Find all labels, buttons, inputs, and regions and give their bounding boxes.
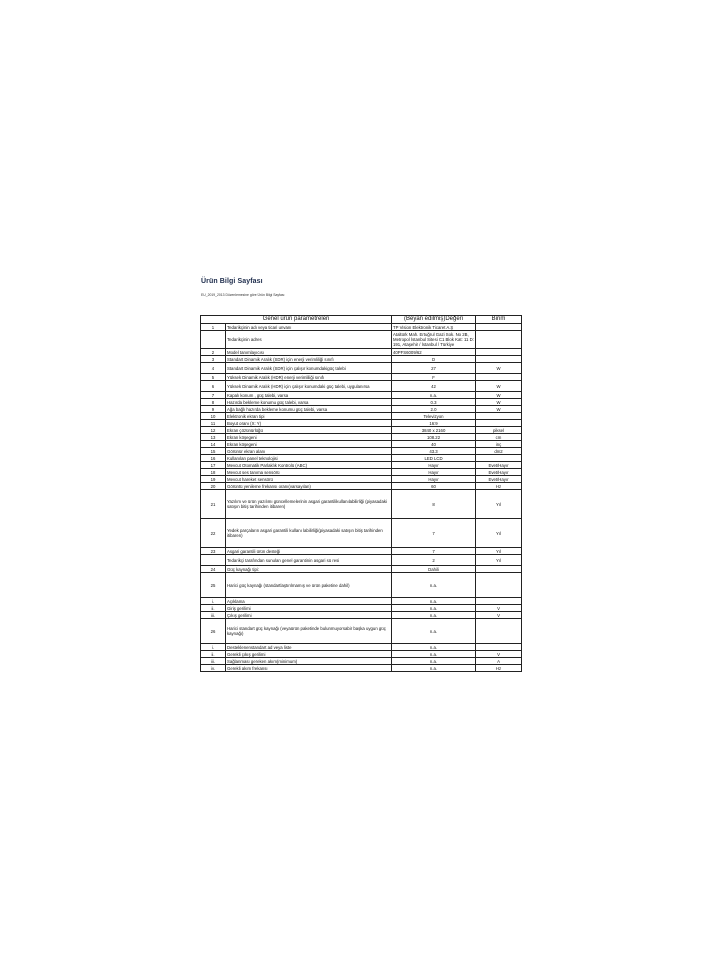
row-number: ii. (201, 651, 226, 658)
row-unit (476, 356, 522, 363)
row-unit: Hz (476, 483, 522, 490)
row-value: n.a. (392, 573, 476, 598)
row-parameter: Tedarikçinin adres (226, 331, 392, 349)
table-row (201, 555, 522, 566)
row-parameter: Desteklenenstandart ad veya liste (226, 644, 392, 651)
row-parameter: Ekran köşegeni (226, 434, 392, 441)
row-parameter: Asgari garantili ürün desteği (226, 548, 392, 555)
table-row (201, 427, 522, 434)
row-value: 7 (392, 548, 476, 555)
row-parameter: Standart Dinamik Aralık (SDR) için çalışır konumdakigüç talebi (226, 363, 392, 374)
table-header-row (201, 316, 522, 324)
row-value: 2.0 (392, 406, 476, 413)
row-number: 16 (201, 455, 226, 462)
row-parameter: Harici standart güç kaynağı (veyaürün paketinde bulunmuyorsabir başka uygun güç kaynağı) (226, 619, 392, 644)
row-value: n.a. (392, 392, 476, 399)
row-unit (476, 413, 522, 420)
table-row (201, 651, 522, 658)
row-parameter: Standart Dinamik Aralık (SDR) için enerji verimliliği sınıfı (226, 356, 392, 363)
table-row (201, 573, 522, 598)
table-row (201, 644, 522, 651)
row-number: i. (201, 598, 226, 605)
row-unit: Evet/Hayır (476, 476, 522, 483)
row-parameter: Hazırda bekleme konumu güç talebi, varsa (226, 399, 392, 406)
table-row (201, 455, 522, 462)
product-info-table (200, 315, 522, 672)
row-unit (476, 598, 522, 605)
table-row (201, 612, 522, 619)
row-parameter: Kullanılan panel teknolojisi (226, 455, 392, 462)
row-parameter: Yüksek Dinamik Aralık (HDR) için çalışır konumdaki güç talebi, uygulanırsa (226, 381, 392, 392)
row-unit: V (476, 651, 522, 658)
row-value: n.a. (392, 644, 476, 651)
row-number: 5 (201, 374, 226, 381)
row-unit: piksel (476, 427, 522, 434)
row-number: 21 (201, 490, 226, 519)
row-number: 23 (201, 548, 226, 555)
row-value: Hayır (392, 476, 476, 483)
row-parameter: Ekran çözünürlüğü (226, 427, 392, 434)
table-row (201, 619, 522, 644)
row-unit: W (476, 381, 522, 392)
row-value: 0.3 (392, 399, 476, 406)
row-number (201, 555, 226, 566)
row-number: iii. (201, 658, 226, 665)
row-parameter: Tedarikçinin adı veya ticari unvanı (226, 324, 392, 331)
table-row (201, 381, 522, 392)
header-value: (Beyan edilmiş)Değeri (392, 316, 476, 324)
row-value: TP Vision Elektronik Ticaret A.Ş (392, 324, 476, 331)
row-unit (476, 619, 522, 644)
row-value: 108.22 (392, 434, 476, 441)
row-number: 17 (201, 462, 226, 469)
row-number (201, 331, 226, 349)
row-parameter: Kapalı konum , güç talebi, varsa (226, 392, 392, 399)
row-unit (476, 324, 522, 331)
row-number: i. (201, 644, 226, 651)
row-value: Hayır (392, 462, 476, 469)
row-value: Hayır (392, 469, 476, 476)
row-number: 7 (201, 392, 226, 399)
table-row (201, 363, 522, 374)
row-value: 7 (392, 519, 476, 548)
row-parameter: Boyut oranı (X: Y) (226, 420, 392, 427)
row-unit: V (476, 612, 522, 619)
row-unit: Yıl (476, 490, 522, 519)
table-row (201, 392, 522, 399)
row-unit: W (476, 399, 522, 406)
table-row (201, 548, 522, 555)
row-unit (476, 566, 522, 573)
row-number: 12 (201, 427, 226, 434)
row-number: 3 (201, 356, 226, 363)
row-unit: Yıl (476, 519, 522, 548)
row-value: 2 (392, 555, 476, 566)
row-value: 40 (392, 441, 476, 448)
row-unit: cm (476, 434, 522, 441)
row-number: 20 (201, 483, 226, 490)
row-number: 26 (201, 619, 226, 644)
row-parameter: Yedek parçaların asgari garantili kullanı labilirliği(piyasadaki satışın bitiş tarihinden itibaren) (226, 519, 392, 548)
row-number: 9 (201, 406, 226, 413)
row-parameter: Görüntü yenileme frekansı oranı(varsayılan) (226, 483, 392, 490)
row-parameter: Harici güç kaynağı (standartlaştırılmamış ve ürün paketine dahil) (226, 573, 392, 598)
row-unit: dm2 (476, 448, 522, 455)
table-row (201, 490, 522, 519)
row-parameter: Yüksek Dinamik Aralık (HDR) enerji verimliliği sınıfı (226, 374, 392, 381)
row-number: 22 (201, 519, 226, 548)
row-number: iii. (201, 612, 226, 619)
row-number: ii. (201, 605, 226, 612)
row-unit (476, 455, 522, 462)
table-row (201, 598, 522, 605)
row-number: 18 (201, 469, 226, 476)
table-row (201, 349, 522, 356)
row-parameter: Yazılım ve ürün yazılımı güncellemelerinin asgari garantilikullanılabilirliği (piyasadaki satışın bitiş tarihinden itibaren) (226, 490, 392, 519)
row-unit: A (476, 658, 522, 665)
row-value: 60 (392, 483, 476, 490)
table-row (201, 324, 522, 331)
row-parameter: Çıkış gerilimi (226, 612, 392, 619)
row-unit: Hz (476, 665, 522, 672)
row-number: 11 (201, 420, 226, 427)
row-number: 15 (201, 448, 226, 455)
row-parameter: Sağlanması gereken akım(minimum) (226, 658, 392, 665)
page-subtitle: EU_2019_2013 Düzenlemesine göre Ürün Bilgi Sayfası (201, 293, 285, 297)
row-unit: W (476, 363, 522, 374)
table-row (201, 374, 522, 381)
row-unit: W (476, 392, 522, 399)
table-row (201, 658, 522, 665)
row-unit (476, 374, 522, 381)
row-number: 6 (201, 381, 226, 392)
row-parameter: Mevcut ses tanıma sensörü (226, 469, 392, 476)
table-row (201, 420, 522, 427)
row-number: iv. (201, 665, 226, 672)
row-parameter: Ekran köşegeni (226, 441, 392, 448)
table-body (201, 324, 522, 672)
row-value: n.a. (392, 619, 476, 644)
row-parameter: Açıklama (226, 598, 392, 605)
table-row (201, 413, 522, 420)
row-value: n.a. (392, 598, 476, 605)
row-parameter: Mevcut Otomatik Parlaklık Kontrolü (ABC) (226, 462, 392, 469)
row-number: 24 (201, 566, 226, 573)
table-row (201, 356, 522, 363)
row-number: 4 (201, 363, 226, 374)
row-value: Ataltürk Mah. Ertuğrul Gazi Sok. No 2B, Metropol İstanbul Sitesi C1 Blok Kat: 11 D: 191, Ataşehir / İstanbul / Türkiye (393, 332, 474, 347)
header-unit: Birim (476, 316, 522, 324)
row-value: 40PFS6009/62 (392, 349, 476, 356)
row-value: 3840 x 2160 (392, 427, 476, 434)
row-parameter: Model tanımlayıcısı (226, 349, 392, 356)
table-row (201, 406, 522, 413)
table-row (201, 331, 522, 349)
row-parameter: Giriş gerilimi (226, 605, 392, 612)
row-number: 14 (201, 441, 226, 448)
row-unit (476, 349, 522, 356)
table-row (201, 476, 522, 483)
row-unit (476, 573, 522, 598)
row-unit: V (476, 605, 522, 612)
row-parameter: Ağa bağlı hazırda bekleme konumu güç talebi, varsa (226, 406, 392, 413)
row-value: n.a. (392, 665, 476, 672)
row-unit: Evet/Hayır (476, 469, 522, 476)
row-value: LED LCD (392, 455, 476, 462)
row-value: 43.3 (392, 448, 476, 455)
table-row (201, 665, 522, 672)
table-row (201, 441, 522, 448)
row-unit: inç (476, 441, 522, 448)
table-row (201, 399, 522, 406)
row-number: 8 (201, 399, 226, 406)
row-value: n.a. (392, 658, 476, 665)
row-number: 25 (201, 573, 226, 598)
row-parameter: Tedarikçi tarafından sunulan genel garantinin asgari sü resi (226, 555, 392, 566)
row-parameter: Gerekli çıkış gerilimi (226, 651, 392, 658)
row-value: Televizyon (392, 413, 476, 420)
row-parameter: Elektronik ekran tipi (226, 413, 392, 420)
row-value: 27 (392, 363, 476, 374)
table-row (201, 519, 522, 548)
table-row (201, 566, 522, 573)
row-parameter: Güç kaynağı tipi: (226, 566, 392, 573)
page-title: Ürün Bilgi Sayfası (201, 278, 263, 285)
row-parameter: Gerekli akım frekansı (226, 665, 392, 672)
row-value: 16:9 (392, 420, 476, 427)
row-number: 19 (201, 476, 226, 483)
table-row (201, 605, 522, 612)
row-unit (476, 331, 522, 349)
row-parameter: Mevcut hareket sensörü (226, 476, 392, 483)
table-row (201, 483, 522, 490)
row-value: D (392, 356, 476, 363)
row-number: 13 (201, 434, 226, 441)
row-value: 8 (392, 490, 476, 519)
row-number: 2 (201, 349, 226, 356)
row-number: 10 (201, 413, 226, 420)
row-value: n.a. (392, 605, 476, 612)
row-value: n.a. (392, 612, 476, 619)
row-unit (476, 420, 522, 427)
row-unit (476, 644, 522, 651)
table-row (201, 434, 522, 441)
row-value: n.a. (392, 651, 476, 658)
row-unit: Evet/Hayır (476, 462, 522, 469)
row-value: Dahili (392, 566, 476, 573)
row-unit: Yıl (476, 548, 522, 555)
header-parameters: Genel ürün parametreleri (201, 316, 392, 324)
row-value: 42 (392, 381, 476, 392)
row-unit: W (476, 406, 522, 413)
table-row (201, 462, 522, 469)
row-parameter: Görünür ekran alanı (226, 448, 392, 455)
table-row (201, 448, 522, 455)
row-unit: Yıl (476, 555, 522, 566)
row-number: 1 (201, 324, 226, 331)
table-row (201, 469, 522, 476)
row-value: F (392, 374, 476, 381)
